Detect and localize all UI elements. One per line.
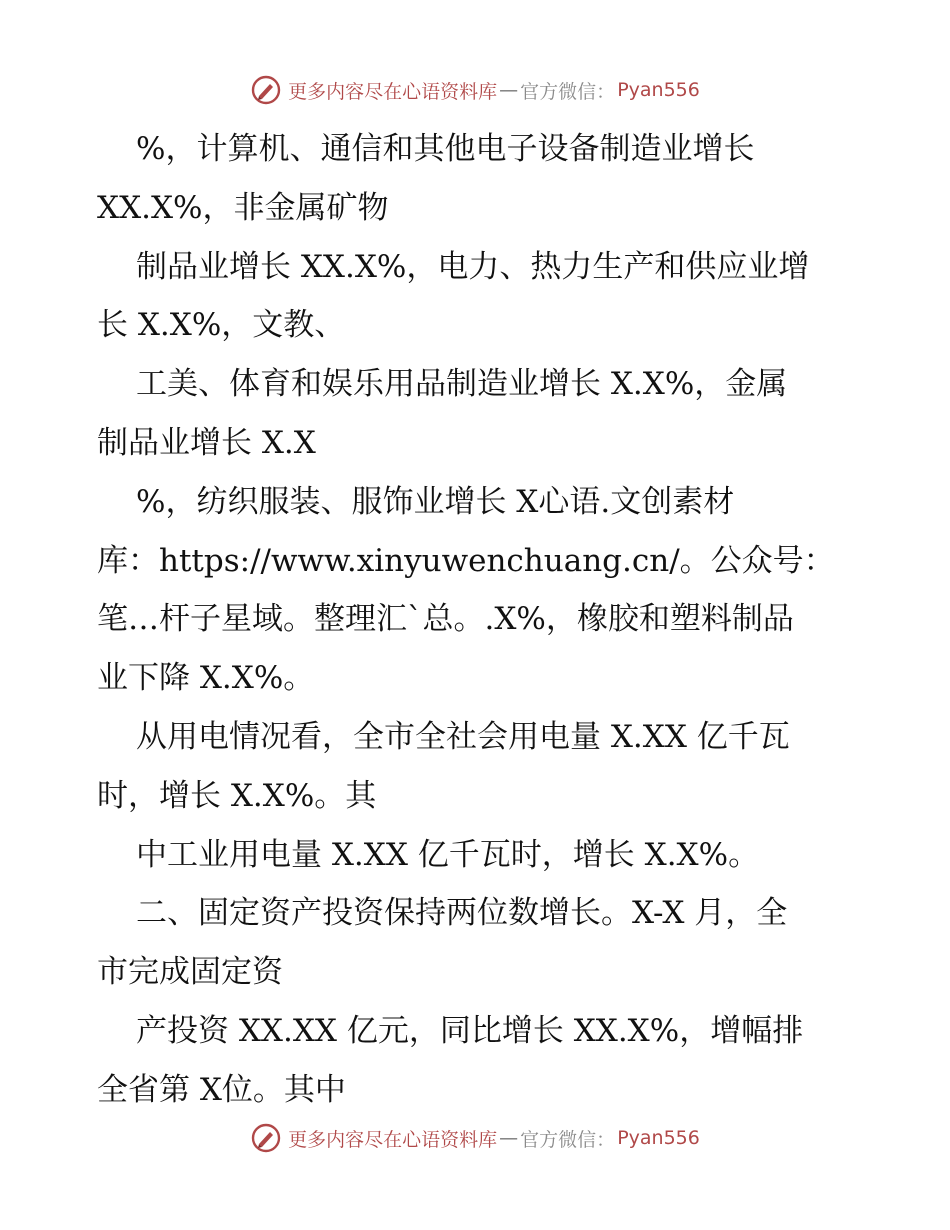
pen-logo-icon — [250, 74, 282, 106]
body-line: 制品业增长 X.X — [97, 424, 316, 461]
document-body — [97, 120, 867, 1120]
watermark-separator: — — [499, 79, 519, 101]
body-line: 时，增长 X.X%。其 — [97, 777, 377, 814]
body-line: %，计算机、通信和其他电子设备制造业增长 — [136, 131, 755, 167]
watermark-wechat-label: 官方微信： — [520, 80, 616, 103]
watermark-main-text: 更多内容尽在心语资料库 — [288, 80, 498, 103]
body-line: 二、固定资产投资保持两位数增长。X-X 月，全 — [136, 895, 788, 932]
header-watermark — [0, 74, 950, 106]
footer-watermark — [0, 1122, 950, 1154]
watermark-main-text: 更多内容尽在心语资料库 — [288, 1128, 498, 1151]
body-line: 中工业用电量 X.XX 亿千瓦时，增长 X.X%。 — [136, 836, 760, 873]
watermark-wechat-id: Pyan556 — [617, 1127, 700, 1149]
body-line: 市完成固定资 — [97, 954, 283, 991]
body-line: 从用电情况看，全市全社会用电量 X.XX 亿千瓦 — [136, 718, 790, 755]
body-line: XX.X%，非金属矿物 — [97, 189, 389, 226]
body-line: 工美、体育和娱乐用品制造业增长 X.X%，金属 — [136, 366, 788, 403]
body-line: 库：https://www.xinyuwenchuang.cn/。公众号： — [97, 542, 835, 579]
body-line: %，纺织服装、服饰业增长 X心语.文创素材 — [136, 483, 735, 520]
body-line: 制品业增长 XX.X%，电力、热力生产和供应业增 — [136, 248, 810, 285]
body-line: 全省第 X位。其中 — [97, 1071, 346, 1108]
watermark-wechat-label: 官方微信： — [520, 1128, 616, 1151]
body-line: 业下降 X.X%。 — [97, 660, 315, 697]
pen-logo-icon — [250, 1122, 282, 1154]
body-line: 长 X.X%，文教、 — [97, 307, 346, 344]
body-line: 笔…杆子星域。整理汇`总。.X%，橡胶和塑料制品 — [97, 601, 794, 638]
watermark-wechat-id: Pyan556 — [617, 79, 700, 101]
watermark-separator: — — [499, 1127, 519, 1149]
body-line: 产投资 XX.XX 亿元，同比增长 XX.X%，增幅排 — [136, 1012, 804, 1049]
